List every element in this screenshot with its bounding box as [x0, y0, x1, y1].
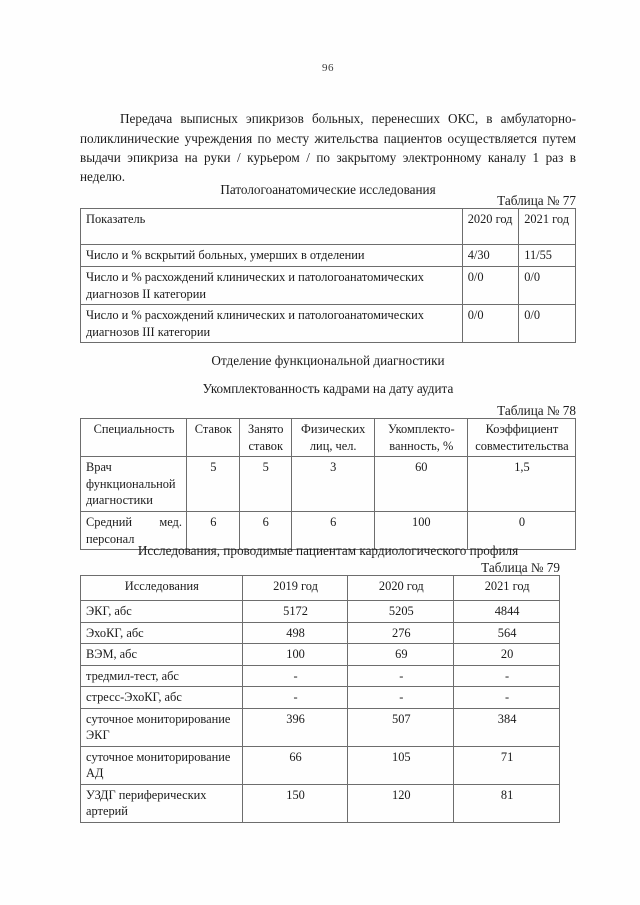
table-row	[81, 665, 560, 687]
cell-study: УЗДГ периферических артерий	[81, 784, 243, 822]
table-row	[81, 305, 576, 343]
body-paragraph: Передача выписных эпикризов больных, перенесших ОКС, в амбулаторно-поликлинические учреждения по месту жительства пациентов осуществляется путем выдачи эпикриза на руки / курьером / по закрытому электронному каналу 1 раз в неделю.	[80, 111, 576, 185]
cell-occupied: 6	[239, 512, 291, 550]
cell-coefficient: 0	[467, 512, 575, 550]
table-row	[81, 622, 560, 644]
caption-table-78: Таблица № 78	[497, 403, 576, 418]
cell-study: суточное мониторирование ЭКГ	[81, 708, 243, 746]
cell-2020: 69	[348, 644, 454, 666]
cell-2021: -	[454, 665, 560, 687]
cell-2020: 4/30	[462, 245, 519, 267]
cell-persons: 6	[291, 512, 374, 550]
table-row	[81, 687, 560, 709]
cell-indicator: Число и % расхождений клинических и патологоанатомических диагнозов II категории	[81, 267, 463, 305]
cell-2019: -	[242, 665, 348, 687]
cell-2019: 66	[242, 746, 348, 784]
cell-2021: 11/55	[519, 245, 576, 267]
cell-specialty: Средний мед. персонал	[81, 512, 187, 550]
table-row	[81, 267, 576, 305]
cell-2021: -	[454, 687, 560, 709]
cell-2019: 498	[242, 622, 348, 644]
cell-study: тредмил-тест, абс	[81, 665, 243, 687]
cell-2020: 5205	[348, 601, 454, 623]
cell-2020: 105	[348, 746, 454, 784]
cell-2020: 120	[348, 784, 454, 822]
table-row	[81, 644, 560, 666]
subheading-staffing: Укомплектованность кадрами на дату аудита	[202, 381, 454, 396]
table-row-header	[81, 576, 560, 601]
cell-2020: 507	[348, 708, 454, 746]
cell-staffing: 100	[374, 512, 467, 550]
cell-study: ВЭМ, абс	[81, 644, 243, 666]
header-indicator: Показатель	[81, 209, 463, 245]
header-specialty: Специальность	[81, 419, 187, 457]
cell-2021: 0/0	[519, 267, 576, 305]
caption-table-79: Таблица № 79	[481, 560, 560, 575]
table-row	[81, 601, 560, 623]
table-row	[81, 708, 560, 746]
table-78	[80, 418, 576, 550]
cell-2020: 0/0	[462, 267, 519, 305]
table-row	[81, 245, 576, 267]
header-staffing-percent: Укомплекто-ванность, %	[374, 419, 467, 457]
cell-2021: 0/0	[519, 305, 576, 343]
table-77	[80, 208, 576, 343]
cell-staffing: 60	[374, 457, 467, 512]
heading-pathology: Патологоанатомические исследования	[220, 182, 436, 197]
header-year-2019: 2019 год	[242, 576, 348, 601]
cell-2019: 5172	[242, 601, 348, 623]
cell-2020: 0/0	[462, 305, 519, 343]
cell-indicator: Число и % вскрытий больных, умерших в отделении	[81, 245, 463, 267]
cell-2021: 4844	[454, 601, 560, 623]
header-persons: Физических лиц, чел.	[291, 419, 374, 457]
cell-2021: 71	[454, 746, 560, 784]
cell-study: ЭКГ, абс	[81, 601, 243, 623]
page-number: 96	[322, 62, 334, 74]
table-row	[81, 746, 560, 784]
heading-cardio-studies: Исследования, проводимые пациентам кардиологического профиля	[137, 543, 519, 558]
header-year-2020: 2020 год	[348, 576, 454, 601]
cell-2019: 100	[242, 644, 348, 666]
table-row	[81, 457, 576, 512]
cell-2019: 396	[242, 708, 348, 746]
cell-2021: 81	[454, 784, 560, 822]
table-row-header	[81, 209, 576, 245]
table-row	[81, 784, 560, 822]
cell-2020: -	[348, 687, 454, 709]
cell-rates: 6	[186, 512, 239, 550]
cell-2020: 276	[348, 622, 454, 644]
cell-2021: 20	[454, 644, 560, 666]
cell-persons: 3	[291, 457, 374, 512]
cell-2021: 384	[454, 708, 560, 746]
cell-2019: 150	[242, 784, 348, 822]
header-year-2021: 2021 год	[454, 576, 560, 601]
heading-functional-diagnostics: Отделение функциональной диагностики	[211, 353, 445, 368]
cell-study: стресс-ЭхоКГ, абс	[81, 687, 243, 709]
table-79	[80, 575, 560, 823]
header-study: Исследования	[81, 576, 243, 601]
cell-study: ЭхоКГ, абс	[81, 622, 243, 644]
header-year-2021: 2021 год	[519, 209, 576, 245]
cell-2019: -	[242, 687, 348, 709]
header-year-2020: 2020 год	[462, 209, 519, 245]
header-occupied-rates: Занято ставок	[239, 419, 291, 457]
cell-specialty: Врач функциональной диагностики	[81, 457, 187, 512]
cell-rates: 5	[186, 457, 239, 512]
header-rates: Ставок	[186, 419, 239, 457]
cell-2021: 564	[454, 622, 560, 644]
caption-table-77: Таблица № 77	[497, 193, 576, 208]
cell-indicator: Число и % расхождений клинических и патологоанатомических диагнозов III категории	[81, 305, 463, 343]
cell-occupied: 5	[239, 457, 291, 512]
table-row-header	[81, 419, 576, 457]
cell-coefficient: 1,5	[467, 457, 575, 512]
cell-study: суточное мониторирование АД	[81, 746, 243, 784]
cell-2020: -	[348, 665, 454, 687]
header-coefficient: Коэффициент совместительства	[467, 419, 575, 457]
